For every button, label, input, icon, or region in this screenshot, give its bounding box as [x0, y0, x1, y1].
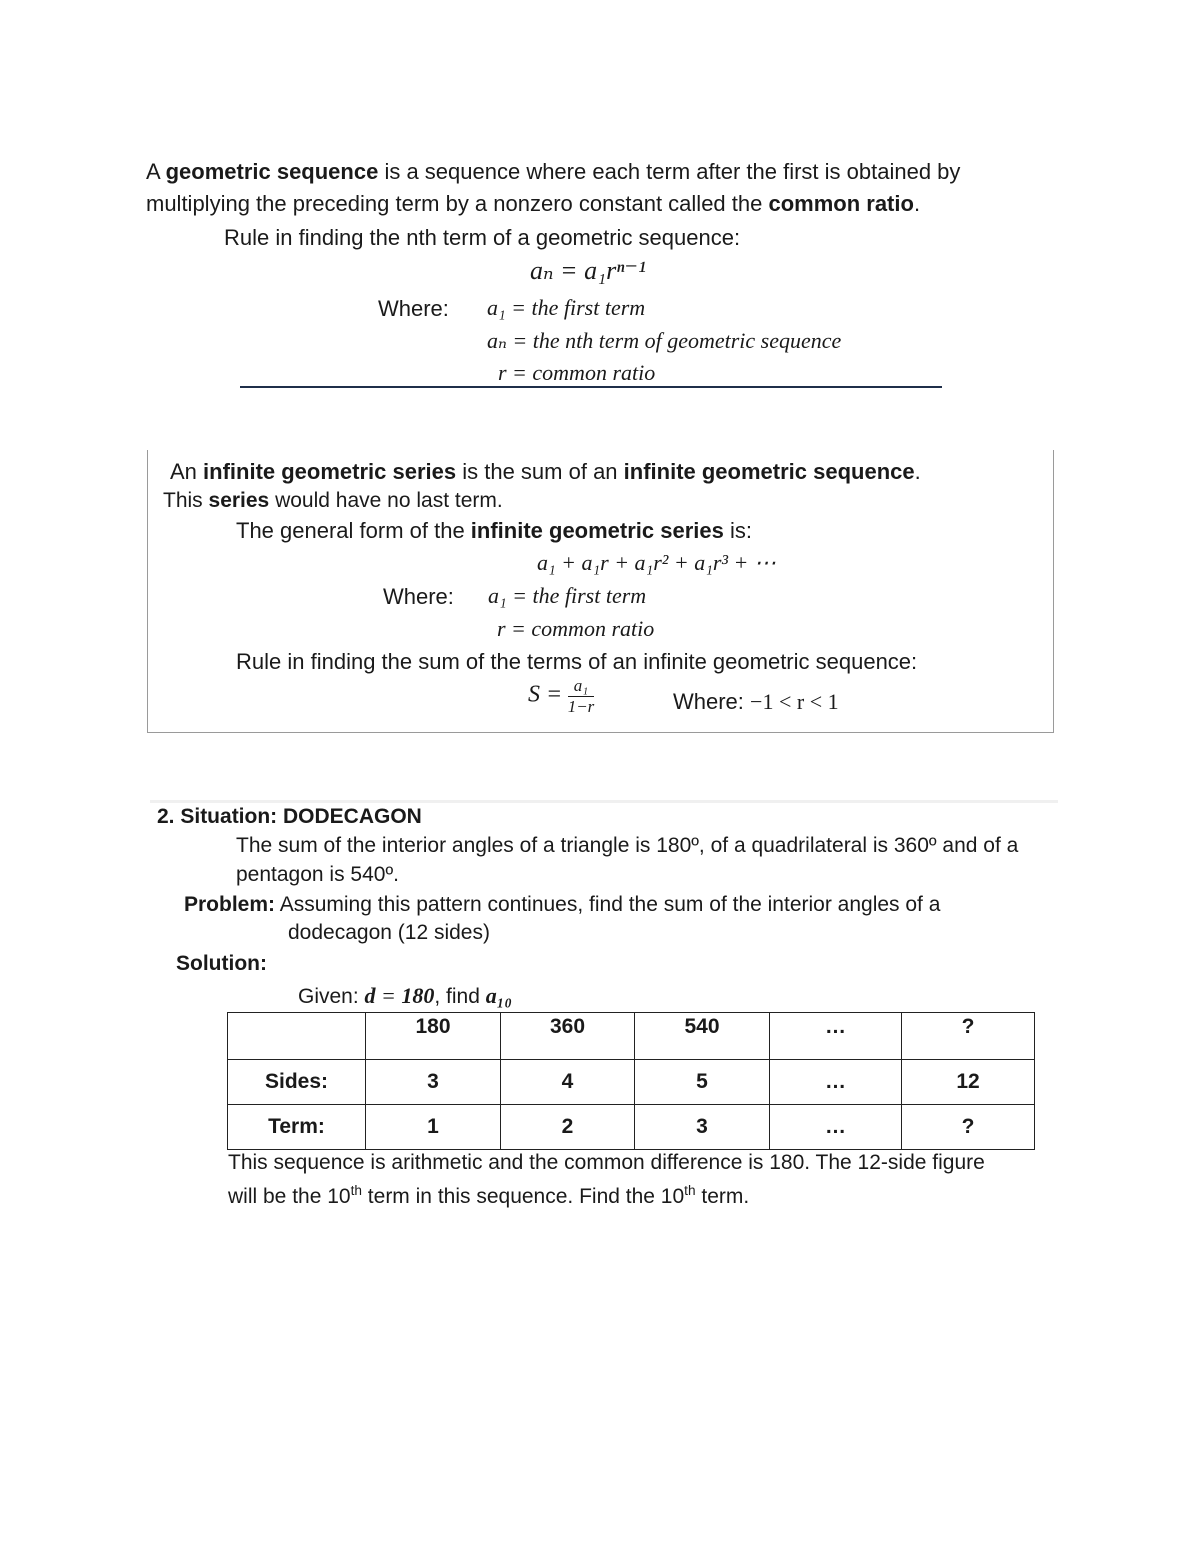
term-geometric-sequence: geometric sequence — [165, 159, 379, 184]
table-cell: 180 — [366, 1013, 501, 1060]
definition-line-1: A geometric sequence is a sequence where each term after the first is obtained by — [146, 159, 961, 184]
sum-condition: Where: −1 < r < 1 — [673, 689, 839, 714]
situation-paragraph-line-1: The sum of the interior angles of a triangle is 180º, of a quadrilateral is 360º and of a — [236, 834, 1019, 857]
sum-fraction: $\frac{\text{a₁}}{1-r}$ — [567, 676, 595, 716]
sum-rule-heading: Rule in finding the sum of the terms of an infinite geometric sequence: — [236, 649, 918, 674]
table-row-angles — [228, 1013, 1035, 1060]
situation-paragraph-line-2: pentagon is 540º. — [236, 863, 399, 886]
problem-line-2: dodecagon (12 sides) — [288, 921, 490, 944]
term-common-ratio: common ratio — [768, 191, 914, 216]
sequence-table — [227, 1012, 1035, 1150]
general-form-formula: a₁ + a₁r + a₁r² + a₁r³ + ⋯ — [537, 550, 776, 575]
series-definition-ratio: r = common ratio — [497, 616, 655, 641]
closing-line-2: will be the 10th term in this sequence. Find the 10th term. — [228, 1183, 750, 1209]
table-cell: 3 — [366, 1060, 501, 1105]
table-cell: 360 — [501, 1013, 635, 1060]
sum-formula: S = $\frac{\text{a₁}}{1-r}$ — [528, 676, 595, 716]
table-cell — [228, 1013, 366, 1060]
problem-label: Problem: — [184, 893, 276, 916]
table-cell: 4 — [501, 1060, 635, 1105]
where-label-1: Where: — [378, 296, 449, 321]
table-cell: 540 — [635, 1013, 770, 1060]
general-form-heading: The general form of the infinite geometric series is: — [236, 518, 753, 543]
definition-line-2: multiplying the preceding term by a nonzero constant called the common ratio. — [146, 191, 921, 216]
closing-line-1: This sequence is arithmetic and the common difference is 180. The 12-side figure — [228, 1151, 985, 1174]
problem-line-1: Problem: Assuming this pattern continues, find the sum of the interior angles of a — [184, 893, 941, 916]
table-cell: … — [770, 1060, 902, 1105]
infinite-series-line-1: An infinite geometric series is the sum of an infinite geometric sequence. — [170, 459, 921, 484]
solution-label: Solution: — [176, 952, 267, 975]
table-cell: 2 — [501, 1105, 635, 1150]
nth-term-rule-heading: Rule in finding the nth term of a geometric sequence: — [224, 225, 741, 250]
situation-heading: 2. Situation: DODECAGON — [157, 805, 422, 828]
table-cell: ? — [902, 1013, 1035, 1060]
table-cell: Term: — [228, 1105, 366, 1150]
definition-nth-term: aₙ = the nth term of geometric sequence — [487, 328, 842, 353]
table-cell: 1 — [366, 1105, 501, 1150]
nth-term-formula: aₙ = a₁rⁿ⁻¹ — [530, 256, 646, 285]
definition-first-term: a₁ = the first term — [487, 295, 646, 320]
infinite-series-line-2: This series would have no last term. — [163, 489, 503, 512]
table-cell: ? — [902, 1105, 1035, 1150]
given-line: Given: d = 180, find a₁₀ — [298, 983, 513, 1008]
table-cell: … — [770, 1013, 902, 1060]
table-cell: … — [770, 1105, 902, 1150]
series-definition-first-term: a₁ = the first term — [488, 583, 647, 608]
table-row-term — [228, 1105, 1035, 1150]
table-cell: 12 — [902, 1060, 1035, 1105]
table-row-sides — [228, 1060, 1035, 1105]
where-label-2: Where: — [383, 584, 454, 609]
divider-rule — [240, 386, 942, 388]
table-cell: 5 — [635, 1060, 770, 1105]
table-cell: Sides: — [228, 1060, 366, 1105]
table-cell: 3 — [635, 1105, 770, 1150]
definition-common-ratio: r = common ratio — [498, 360, 656, 385]
